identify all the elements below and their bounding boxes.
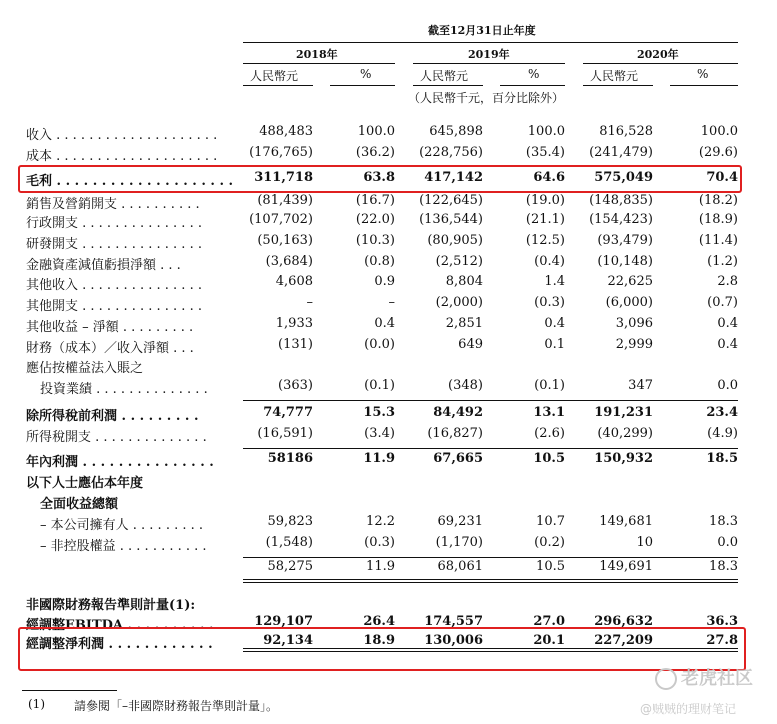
- row-label: 應佔按權益法入賬之: [26, 361, 144, 376]
- col-pct-2019: %: [528, 67, 540, 81]
- row-label: 年內利潤 . . . . . . . . . . . . . . .: [26, 455, 214, 470]
- row-label: 其他收益 – 淨額 . . . . . . . . .: [26, 320, 194, 335]
- rule-before-total: [243, 557, 738, 558]
- cell-pct-2019: 13.1: [533, 405, 565, 420]
- cell-pct-2018: (22.0): [355, 212, 395, 227]
- cell-pct-2019: 64.6: [533, 170, 565, 185]
- cell-pct-2018: 11.9: [363, 451, 395, 466]
- row-label: 成本 . . . . . . . . . . . . . . . . . . . .: [26, 149, 218, 164]
- cell-rmb-2018: (3,684): [265, 254, 313, 269]
- cell-rmb-2020: 149,691: [599, 559, 653, 574]
- cell-rmb-2019: 67,665: [433, 451, 483, 466]
- cell-pct-2018: (0.1): [364, 378, 395, 393]
- table-row: [0, 535, 777, 555]
- table-row: [0, 233, 777, 253]
- cell-pct-2020: (29.6): [698, 145, 738, 160]
- cell-rmb-2019: 649: [458, 337, 483, 352]
- period-title: 截至12月31日止年度: [428, 24, 536, 37]
- cell-rmb-2020: (154,423): [589, 212, 653, 227]
- cell-pct-2020: 27.8: [706, 633, 738, 648]
- col-rmb-2020: 人民幣元: [590, 69, 639, 83]
- cell-rmb-2019: 2,851: [445, 316, 483, 331]
- col-pct-2018: %: [360, 67, 372, 81]
- cell-pct-2018: 26.4: [363, 614, 395, 629]
- row-label: 財務（成本）／收入淨額 . . .: [26, 341, 194, 356]
- cell-rmb-2018: (131): [278, 337, 313, 352]
- cell-pct-2019: 10.5: [536, 559, 565, 574]
- table-row: [0, 124, 777, 144]
- row-label: 金融資產減值虧損淨額 . . .: [26, 258, 181, 273]
- cell-pct-2020: (0.7): [707, 295, 738, 310]
- cell-rmb-2019: (16,827): [427, 426, 483, 441]
- subhdr-rule-6: [670, 85, 738, 86]
- cell-pct-2019: 1.4: [544, 274, 565, 289]
- cell-rmb-2020: 227,209: [594, 633, 653, 648]
- row-label: – 本公司擁有人 . . . . . . . . .: [40, 518, 204, 533]
- table-row: [0, 254, 777, 274]
- year-2018: 2018年: [296, 48, 338, 61]
- cell-pct-2019: (12.5): [525, 233, 565, 248]
- year-2020: 2020年: [637, 48, 679, 61]
- cell-pct-2019: 10.7: [536, 514, 565, 529]
- cell-pct-2019: 0.1: [544, 337, 565, 352]
- table-row: [0, 594, 777, 614]
- cell-pct-2018: 0.9: [374, 274, 395, 289]
- cell-rmb-2019: 130,006: [424, 633, 483, 648]
- cell-pct-2018: –: [388, 295, 395, 310]
- table-row: [0, 357, 777, 377]
- cell-rmb-2018: 488,483: [259, 124, 313, 139]
- cell-rmb-2020: 150,932: [594, 451, 653, 466]
- cell-pct-2019: (2.6): [534, 426, 565, 441]
- cell-rmb-2018: (1,548): [265, 535, 313, 550]
- cell-rmb-2020: 149,681: [599, 514, 653, 529]
- cell-pct-2019: 20.1: [533, 633, 565, 648]
- cell-rmb-2018: 129,107: [254, 614, 313, 629]
- cell-rmb-2018: (50,163): [257, 233, 313, 248]
- cell-pct-2020: 2.8: [717, 274, 738, 289]
- cell-pct-2020: 0.4: [717, 337, 738, 352]
- row-label: 全面收益總額: [40, 497, 119, 512]
- header-rule: [243, 42, 738, 43]
- cell-rmb-2019: 417,142: [424, 170, 483, 185]
- year-rule-2020: [583, 63, 738, 64]
- cell-pct-2018: (0.0): [364, 337, 395, 352]
- table-row: [0, 472, 777, 492]
- cell-rmb-2019: (348): [448, 378, 483, 393]
- cell-rmb-2019: (2,000): [435, 295, 483, 310]
- cell-rmb-2020: 2,999: [615, 337, 653, 352]
- table-row: [0, 451, 777, 471]
- cell-pct-2019: 100.0: [527, 124, 565, 139]
- cell-rmb-2020: 296,632: [594, 614, 653, 629]
- cell-rmb-2020: 816,528: [599, 124, 653, 139]
- table-row: [0, 559, 777, 579]
- row-label: 投資業績 . . . . . . . . . . . . . .: [40, 382, 208, 397]
- cell-rmb-2018: 1,933: [275, 316, 313, 331]
- subhdr-rule-4: [500, 85, 565, 86]
- cell-rmb-2018: 58,275: [267, 559, 313, 574]
- cell-rmb-2018: (81,439): [257, 193, 313, 208]
- cell-rmb-2019: (228,756): [419, 145, 483, 160]
- cell-rmb-2020: 347: [628, 378, 653, 393]
- cell-pct-2020: 36.3: [706, 614, 738, 629]
- row-label: – 非控股權益 . . . . . . . . . . .: [40, 539, 207, 554]
- cell-rmb-2019: 84,492: [433, 405, 483, 420]
- cell-rmb-2018: (176,765): [249, 145, 313, 160]
- cell-pct-2018: 0.4: [374, 316, 395, 331]
- cell-pct-2020: 0.0: [717, 535, 738, 550]
- cell-rmb-2020: 191,231: [594, 405, 653, 420]
- cell-pct-2020: 0.4: [717, 316, 738, 331]
- footnote-text: 請參閱「–非國際財務報告準則計量」。: [74, 699, 279, 713]
- cell-pct-2019: 10.5: [533, 451, 565, 466]
- cell-rmb-2019: (122,645): [419, 193, 483, 208]
- cell-pct-2020: 100.0: [700, 124, 738, 139]
- table-row: [0, 295, 777, 315]
- cell-rmb-2019: 645,898: [429, 124, 483, 139]
- cell-rmb-2018: 58186: [267, 451, 313, 466]
- subhdr-rule-3: [413, 85, 483, 86]
- cell-rmb-2018: 4,608: [275, 274, 313, 289]
- unit-note: （人民幣千元，百分比除外）: [408, 91, 565, 105]
- cell-rmb-2019: (1,170): [435, 535, 483, 550]
- cell-rmb-2020: (6,000): [605, 295, 653, 310]
- year-2019: 2019年: [468, 48, 510, 61]
- watermark-logo-icon: [655, 664, 753, 690]
- cell-rmb-2019: (2,512): [435, 254, 483, 269]
- watermark-brand: 老虎社区: [681, 668, 753, 689]
- footnote-rule: [22, 690, 117, 691]
- subhdr-rule-5: [583, 85, 653, 86]
- cell-rmb-2019: 174,557: [424, 614, 483, 629]
- cell-rmb-2020: (40,299): [597, 426, 653, 441]
- cell-rmb-2018: 74,777: [263, 405, 313, 420]
- cell-pct-2018: (36.2): [355, 145, 395, 160]
- table-row: [0, 145, 777, 165]
- cell-pct-2019: (0.1): [534, 378, 565, 393]
- row-label: 研發開支 . . . . . . . . . . . . . . .: [26, 237, 202, 252]
- row-label: 銷售及營銷開支 . . . . . . . . . .: [26, 197, 200, 212]
- cell-pct-2019: (19.0): [525, 193, 565, 208]
- cell-pct-2019: 0.4: [544, 316, 565, 331]
- cell-rmb-2020: 22,625: [607, 274, 653, 289]
- cell-rmb-2020: 575,049: [594, 170, 653, 185]
- cell-rmb-2019: (136,544): [419, 212, 483, 227]
- cell-rmb-2019: 68,061: [437, 559, 483, 574]
- cell-rmb-2018: 59,823: [267, 514, 313, 529]
- cell-rmb-2019: (80,905): [427, 233, 483, 248]
- cell-pct-2020: 18.3: [709, 559, 738, 574]
- cell-pct-2018: 11.9: [366, 559, 395, 574]
- cell-pct-2018: (10.3): [355, 233, 395, 248]
- subhdr-rule-1: [243, 85, 313, 86]
- highlight-adjusted-net-profit: [18, 627, 746, 671]
- year-rule-2019: [413, 63, 565, 64]
- row-label: 經調整淨利潤 . . . . . . . . . . . .: [26, 637, 213, 652]
- row-label: 其他收入 . . . . . . . . . . . . . . .: [26, 278, 202, 293]
- highlight-gross-profit: [18, 165, 742, 193]
- cell-pct-2020: 70.4: [706, 170, 738, 185]
- row-label: 收入 . . . . . . . . . . . . . . . . . . . .: [26, 128, 218, 143]
- cell-pct-2018: (3.4): [364, 426, 395, 441]
- table-row: [0, 405, 777, 425]
- table-row: [0, 426, 777, 446]
- cell-pct-2019: (0.2): [534, 535, 565, 550]
- row-label: 毛利 . . . . . . . . . . . . . . . . . . . .: [26, 174, 234, 189]
- cell-pct-2020: 23.4: [706, 405, 738, 420]
- table-row: [0, 493, 777, 513]
- cell-rmb-2018: (16,591): [257, 426, 313, 441]
- cell-rmb-2019: 8,804: [445, 274, 483, 289]
- row-label: 非國際財務報告準則計量(1):: [26, 598, 196, 613]
- row-label: 其他開支 . . . . . . . . . . . . . . .: [26, 299, 202, 314]
- rule-before-profit: [243, 448, 738, 449]
- cell-pct-2018: (0.8): [364, 254, 395, 269]
- cell-pct-2018: (16.7): [355, 193, 395, 208]
- cell-rmb-2018: (363): [278, 378, 313, 393]
- double-rule-a2: [243, 582, 738, 583]
- cell-pct-2020: (1.2): [707, 254, 738, 269]
- cell-pct-2018: 15.3: [363, 405, 395, 420]
- double-rule-a1: [243, 579, 738, 580]
- cell-pct-2020: (18.2): [698, 193, 738, 208]
- cell-pct-2018: 63.8: [363, 170, 395, 185]
- row-label: 行政開支 . . . . . . . . . . . . . . .: [26, 216, 202, 231]
- cell-pct-2020: 0.0: [717, 378, 738, 393]
- row-label: 以下人士應佔本年度: [26, 476, 144, 491]
- cell-pct-2019: (21.1): [525, 212, 565, 227]
- cell-pct-2018: 100.0: [357, 124, 395, 139]
- cell-rmb-2020: 3,096: [615, 316, 653, 331]
- cell-rmb-2020: (10,148): [597, 254, 653, 269]
- row-label: 經調整EBITDA . . . . . . . . . .: [26, 618, 214, 633]
- cell-pct-2018: 18.9: [363, 633, 395, 648]
- cell-pct-2019: (0.4): [534, 254, 565, 269]
- table-row: [0, 212, 777, 232]
- table-row: [0, 337, 777, 357]
- cell-pct-2020: (18.9): [698, 212, 738, 227]
- cell-rmb-2018: 92,134: [263, 633, 313, 648]
- cell-rmb-2020: (241,479): [589, 145, 653, 160]
- footnote-marker: (1): [28, 697, 45, 711]
- cell-rmb-2019: 69,231: [437, 514, 483, 529]
- cell-rmb-2018: (107,702): [249, 212, 313, 227]
- table-row: [0, 378, 777, 398]
- watermark-handle: @贼贼的理财笔记: [640, 702, 737, 716]
- cell-rmb-2020: (148,835): [589, 193, 653, 208]
- row-label: 所得稅開支 . . . . . . . . . . . . . .: [26, 430, 207, 445]
- cell-pct-2020: (11.4): [698, 233, 738, 248]
- rule-before-pbt: [243, 400, 738, 401]
- cell-pct-2020: 18.3: [709, 514, 738, 529]
- table-row: [0, 274, 777, 294]
- table-row: [0, 514, 777, 534]
- cell-pct-2019: (35.4): [525, 145, 565, 160]
- col-rmb-2018: 人民幣元: [250, 69, 299, 83]
- cell-rmb-2020: (93,479): [597, 233, 653, 248]
- cell-pct-2019: 27.0: [533, 614, 565, 629]
- cell-rmb-2018: –: [306, 295, 313, 310]
- col-pct-2020: %: [697, 67, 709, 81]
- cell-pct-2020: (4.9): [707, 426, 738, 441]
- subhdr-rule-2: [330, 85, 395, 86]
- table-row: [0, 193, 777, 213]
- cell-pct-2019: (0.3): [534, 295, 565, 310]
- table-row: [0, 316, 777, 336]
- year-rule-2018: [243, 63, 395, 64]
- cell-pct-2020: 18.5: [706, 451, 738, 466]
- cell-rmb-2020: 10: [636, 535, 653, 550]
- row-label: 除所得稅前利潤 . . . . . . . . .: [26, 409, 199, 424]
- cell-pct-2018: (0.3): [364, 535, 395, 550]
- cell-pct-2018: 12.2: [366, 514, 395, 529]
- cell-rmb-2018: 311,718: [254, 170, 313, 185]
- col-rmb-2019: 人民幣元: [420, 69, 469, 83]
